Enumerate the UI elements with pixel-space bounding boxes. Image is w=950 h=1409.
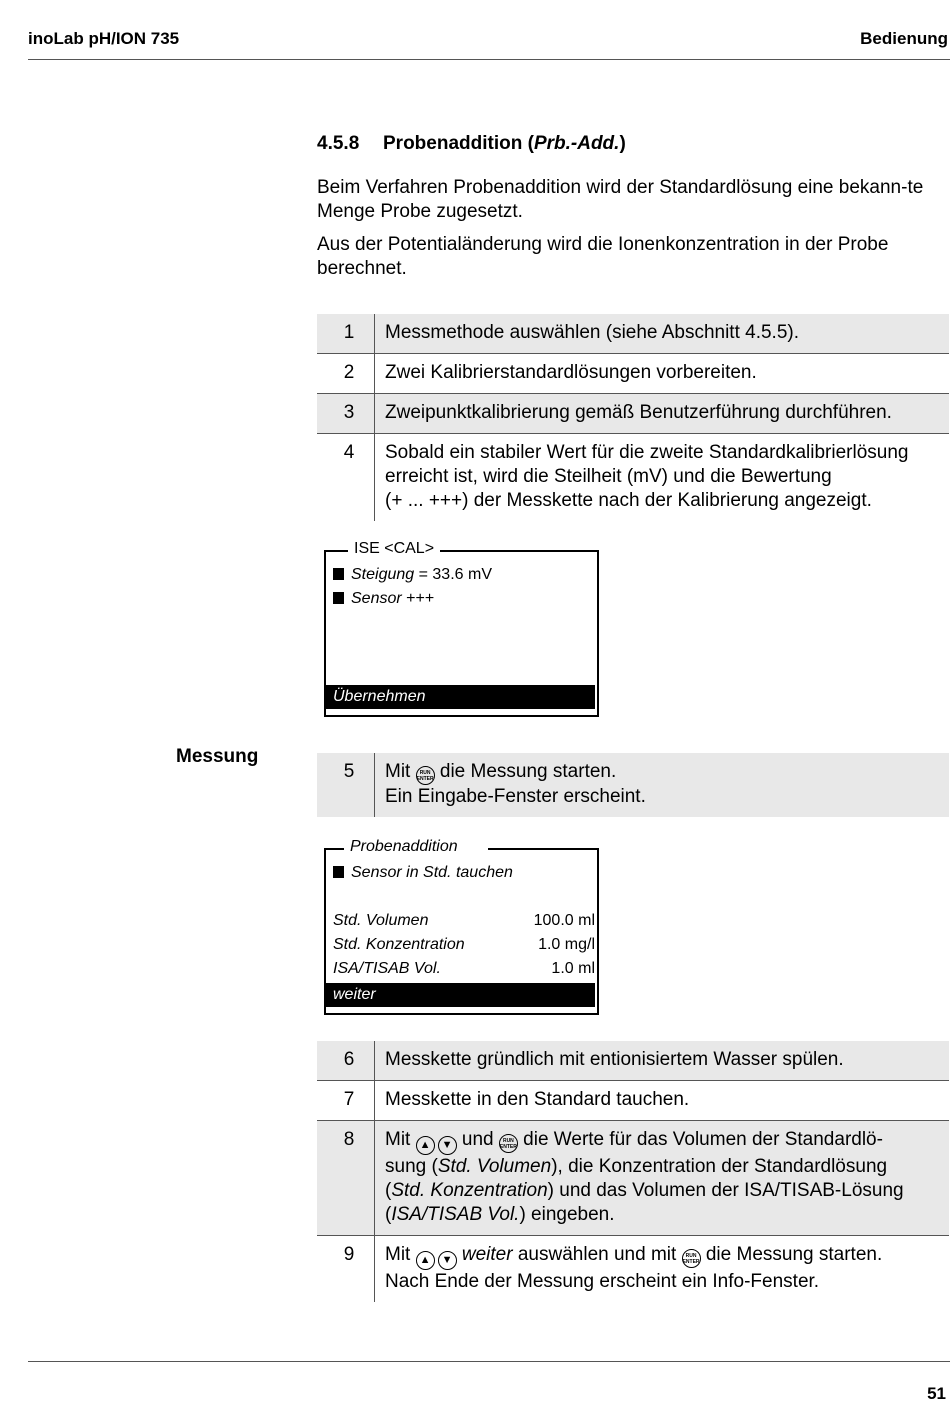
- display-instruction-line: Sensor in Std. tauchen: [333, 863, 513, 883]
- table-row: [317, 1236, 949, 1303]
- arrow-down-key-icon: ▼: [438, 1136, 457, 1155]
- steps-table-2: [317, 753, 949, 817]
- table-row: [317, 314, 949, 354]
- step-number: 3: [317, 394, 375, 434]
- step-number: 5: [317, 753, 375, 817]
- arrow-down-key-icon: ▼: [438, 1251, 457, 1270]
- display-title: Probenaddition: [344, 838, 488, 856]
- display-slope-line: Steigung = 33.6 mV: [333, 565, 492, 585]
- table-row: [317, 434, 949, 522]
- run-enter-key-icon: RUN ENTER: [682, 1249, 701, 1268]
- header-chapter-title: Bedienung: [860, 29, 948, 48]
- table-row: [317, 753, 949, 817]
- table-row: [317, 394, 949, 434]
- arrow-up-key-icon: ▲: [416, 1136, 435, 1155]
- header-product-name: inoLab pH/ION 735: [28, 29, 180, 48]
- sample-addition-display: [324, 838, 599, 1015]
- step-text: Mit ▲ ▼ und RUN ENTER die Werte für das Volumen der Standardlö- sung (Std. Volumen), die Konzentration der Standardlösung (Std. Konzentration) und das Volumen der ISA/TISAB-Lösung (ISA/TISAB Vol.) eingeben.: [385, 1129, 904, 1225]
- page-number: 51: [927, 1384, 946, 1403]
- step-number: 2: [317, 354, 375, 394]
- display-title: ISE <CAL>: [348, 540, 440, 558]
- footer-divider: [28, 1361, 950, 1362]
- step-number: 1: [317, 314, 375, 354]
- step-number: 6: [317, 1041, 375, 1081]
- display-row-std-concentration: Std. Konzentration 1.0 mg/l: [333, 936, 595, 953]
- table-row: [317, 354, 949, 394]
- step-number: 4: [317, 434, 375, 522]
- display-row-isa-tisab-volume: ISA/TISAB Vol. 1.0 ml: [333, 960, 595, 977]
- steps-table-1: [317, 314, 949, 521]
- display-softkey-accept: Übernehmen: [326, 685, 595, 709]
- step-number: 7: [317, 1081, 375, 1121]
- side-label-measurement: Messung: [176, 746, 259, 767]
- display-row-std-volume: Std. Volumen 100.0 ml: [333, 912, 595, 929]
- step-text: Mit RUN ENTER die Messung starten. Ein Eingabe-Fenster erscheint.: [385, 761, 646, 807]
- table-row: [317, 1081, 949, 1121]
- section-number: 4.5.8: [317, 133, 360, 154]
- intro-paragraph-1: Beim Verfahren Probenaddition wird der Standardlösung eine bekann-te Menge Probe zugesetzt.: [317, 177, 924, 222]
- display-sensor-line: Sensor +++: [333, 589, 434, 609]
- step-number: 8: [317, 1121, 375, 1236]
- step-text: Zwei Kalibrierstandardlösungen vorbereiten.: [385, 362, 757, 383]
- step-text: Sobald ein stabiler Wert für die zweite Standardkalibrierlösung erreicht ist, wird die Steilheit (mV) und die Bewertung (+ ... +++) der Messkette nach der Kalibrierung angezeigt.: [385, 442, 909, 511]
- run-enter-key-icon: RUN ENTER: [499, 1134, 518, 1153]
- table-row: [317, 1041, 949, 1081]
- step-text: Zweipunktkalibrierung gemäß Benutzerführung durchführen.: [385, 402, 892, 423]
- section-heading: [317, 133, 626, 155]
- table-row: [317, 1121, 949, 1236]
- bullet-square-icon: [333, 592, 344, 604]
- run-enter-key-icon: RUN ENTER: [416, 766, 435, 785]
- steps-table-3: [317, 1041, 949, 1302]
- step-text: Mit ▲ ▼ weiter auswählen und mit RUN ENTER die Messung starten. Nach Ende der Messung erscheint ein Info-Fenster.: [385, 1244, 883, 1292]
- display-softkey-continue: weiter: [326, 983, 595, 1007]
- arrow-up-key-icon: ▲: [416, 1251, 435, 1270]
- step-number: 9: [317, 1236, 375, 1303]
- intro-paragraph-2: Aus der Potentialänderung wird die Ionenkonzentration in der Probe berechnet.: [317, 234, 889, 279]
- step-text: Messmethode auswählen (siehe Abschnitt 4.5.5).: [385, 322, 800, 343]
- calibration-display: [324, 540, 599, 717]
- bullet-square-icon: [333, 568, 344, 580]
- step-text: Messkette in den Standard tauchen.: [385, 1089, 690, 1110]
- section-title: Probenaddition (Prb.-Add.): [383, 133, 626, 154]
- header-divider: [28, 59, 950, 60]
- bullet-square-icon: [333, 866, 344, 878]
- step-text: Messkette gründlich mit entionisiertem Wasser spülen.: [385, 1049, 844, 1070]
